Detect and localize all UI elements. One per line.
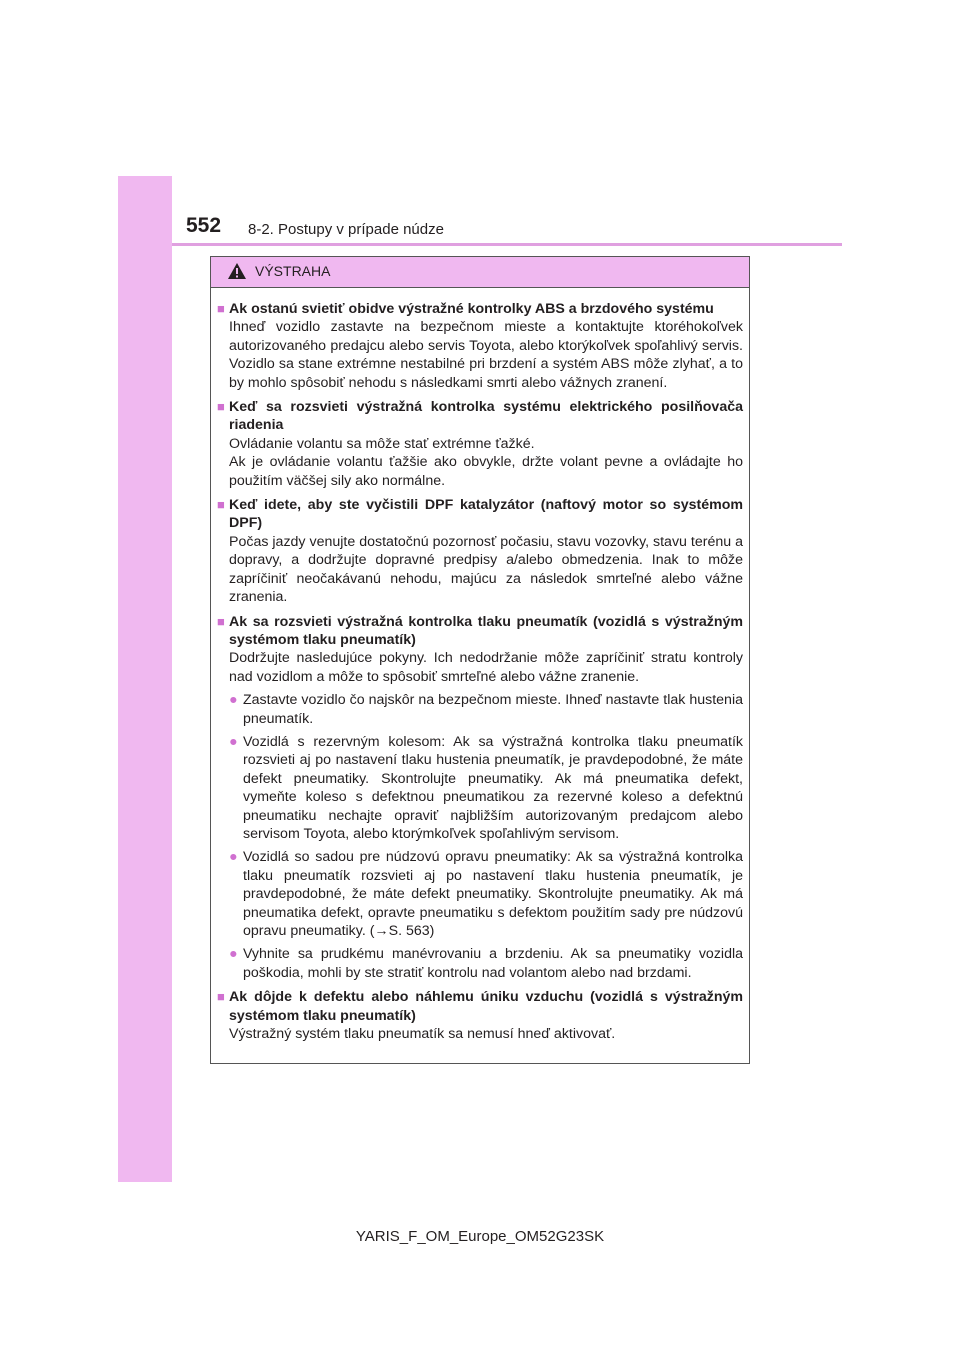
side-color-strip <box>118 176 172 1182</box>
item-heading: Ak ostanú svietiť obidve výstražné kontrolky ABS a brzdového systému <box>229 301 714 317</box>
square-bullet-icon <box>217 613 229 650</box>
warning-box <box>210 256 750 1064</box>
warning-body <box>211 288 749 1043</box>
bullet-text: Vozidlá so sadou pre núdzovú opravu pneumatiky: Ak sa výstražná kontrolka tlaku pneumatík rozsvieti aj po nastavení tlaku hustenia pneumatík, je pravdepodobné, že máte defekt pneumatiky. Skontrolujte pneumatiky. Ak má pneumatika defekt, opravte pneumatiku s defektom použitím sady pre núdzovú opravu pneumatiky. (→S. 563) <box>243 849 743 939</box>
square-bullet-icon <box>217 398 229 435</box>
list-item <box>229 945 743 982</box>
square-bullet-icon <box>217 300 229 318</box>
warning-item <box>217 613 743 983</box>
circle-bullet-icon <box>229 733 243 843</box>
header-divider <box>172 243 842 246</box>
circle-bullet-icon <box>229 848 243 940</box>
item-text: Výstražný systém tlaku pneumatík sa nemusí hneď aktivovať. <box>229 1026 616 1043</box>
item-heading: Ak sa rozsvieti výstražná kontrolka tlaku pneumatík (vozidlá s výstražným systémom tlaku pneumatík) <box>229 613 743 648</box>
bullet-text: Vyhnite sa prudkému manévrovaniu a brzdeniu. Ak sa pneumatiky vozidla poškodia, mohli by ste stratiť kontrolu nad volantom alebo nad brzdami. <box>243 946 743 981</box>
warning-triangle-icon <box>227 262 247 280</box>
list-item <box>229 848 743 940</box>
circle-bullet-icon <box>229 945 243 982</box>
warning-item <box>217 398 743 490</box>
list-item <box>229 691 743 728</box>
item-heading: Keď sa rozsvieti výstražná kontrolka systému elektrického posilňovača riadenia <box>229 399 743 434</box>
square-bullet-icon <box>217 496 229 533</box>
item-heading: Keď idete, aby ste vyčistili DPF katalyzátor (naftový motor so systémom DPF) <box>229 497 743 532</box>
item-text: Počas jazdy venujte dostatočnú pozornosť počasiu, stavu vozovky, stavu terénu a dopravy, a dodržujte dopravné predpisy a/alebo obmedzenia. Inak to môže zapríčiniť neočakávanú nehodu, majúcu za následok smrteľné alebo vážne zranenia. <box>229 533 743 606</box>
list-item <box>229 733 743 843</box>
section-title: 8-2. Postupy v prípade núdze <box>248 221 444 238</box>
square-bullet-icon <box>217 988 229 1025</box>
bullet-text: Vozidlá s rezervným kolesom: Ak sa výstražná kontrolka tlaku pneumatík rozsvieti aj po nastavení tlaku hustenia pneumatík, je pravdepodobné, že máte defekt pneumatiky. Skontrolujte pneumatiky. Ak má pneumatika defekt, vymeňte koleso s defektnou pneumatikou za rezervné koleso a defektnú pneumatiku nechajte opraviť najbližším autorizovaným predajcom alebo servisom Toyota, alebo ktorýmkoľvek spoľahlivým servisom. <box>243 733 743 842</box>
warning-item <box>217 496 743 606</box>
warning-item <box>217 988 743 1043</box>
bullet-text: Zastavte vozidlo čo najskôr na bezpečnom mieste. Ihneď nastavte tlak hustenia pneumatík. <box>243 692 743 727</box>
item-text: Dodržujte nasledujúce pokyny. Ich nedodržanie môže zapríčiniť stratu kontroly nad vozidlom a môže to spôsobiť smrteľné alebo vážne zranenie. <box>229 650 743 685</box>
item-heading: Ak dôjde k defektu alebo náhlemu úniku vzduchu (vozidlá s výstražným systémom tlaku pneumatík) <box>229 989 743 1024</box>
circle-bullet-icon <box>229 691 243 728</box>
warning-header <box>211 257 749 288</box>
warning-title: VÝSTRAHA <box>255 263 331 279</box>
item-text: Ovládanie volantu sa môže stať extrémne ťažké. <box>229 435 535 452</box>
document-code: YARIS_F_OM_Europe_OM52G23SK <box>355 1228 605 1245</box>
warning-item <box>217 300 743 392</box>
item-text: Ak je ovládanie volantu ťažšie ako obvykle, držte volant pevne a ovládajte ho použitím väčšej sily ako normálne. <box>229 454 743 489</box>
page-number: 552 <box>186 214 222 237</box>
item-text: Ihneď vozidlo zastavte na bezpečnom mieste a kontaktujte ktoréhokoľvek autorizovaného predajcu alebo servis Toyota, alebo ktorýkoľvek spoľahlivý servis. Vozidlo sa stane extrémne nestabilné pri brzdení a systém ABS môže zlyhať, a to by mohlo spôsobiť nehodu s následkami smrti alebo vážnych zranení. <box>229 319 743 391</box>
